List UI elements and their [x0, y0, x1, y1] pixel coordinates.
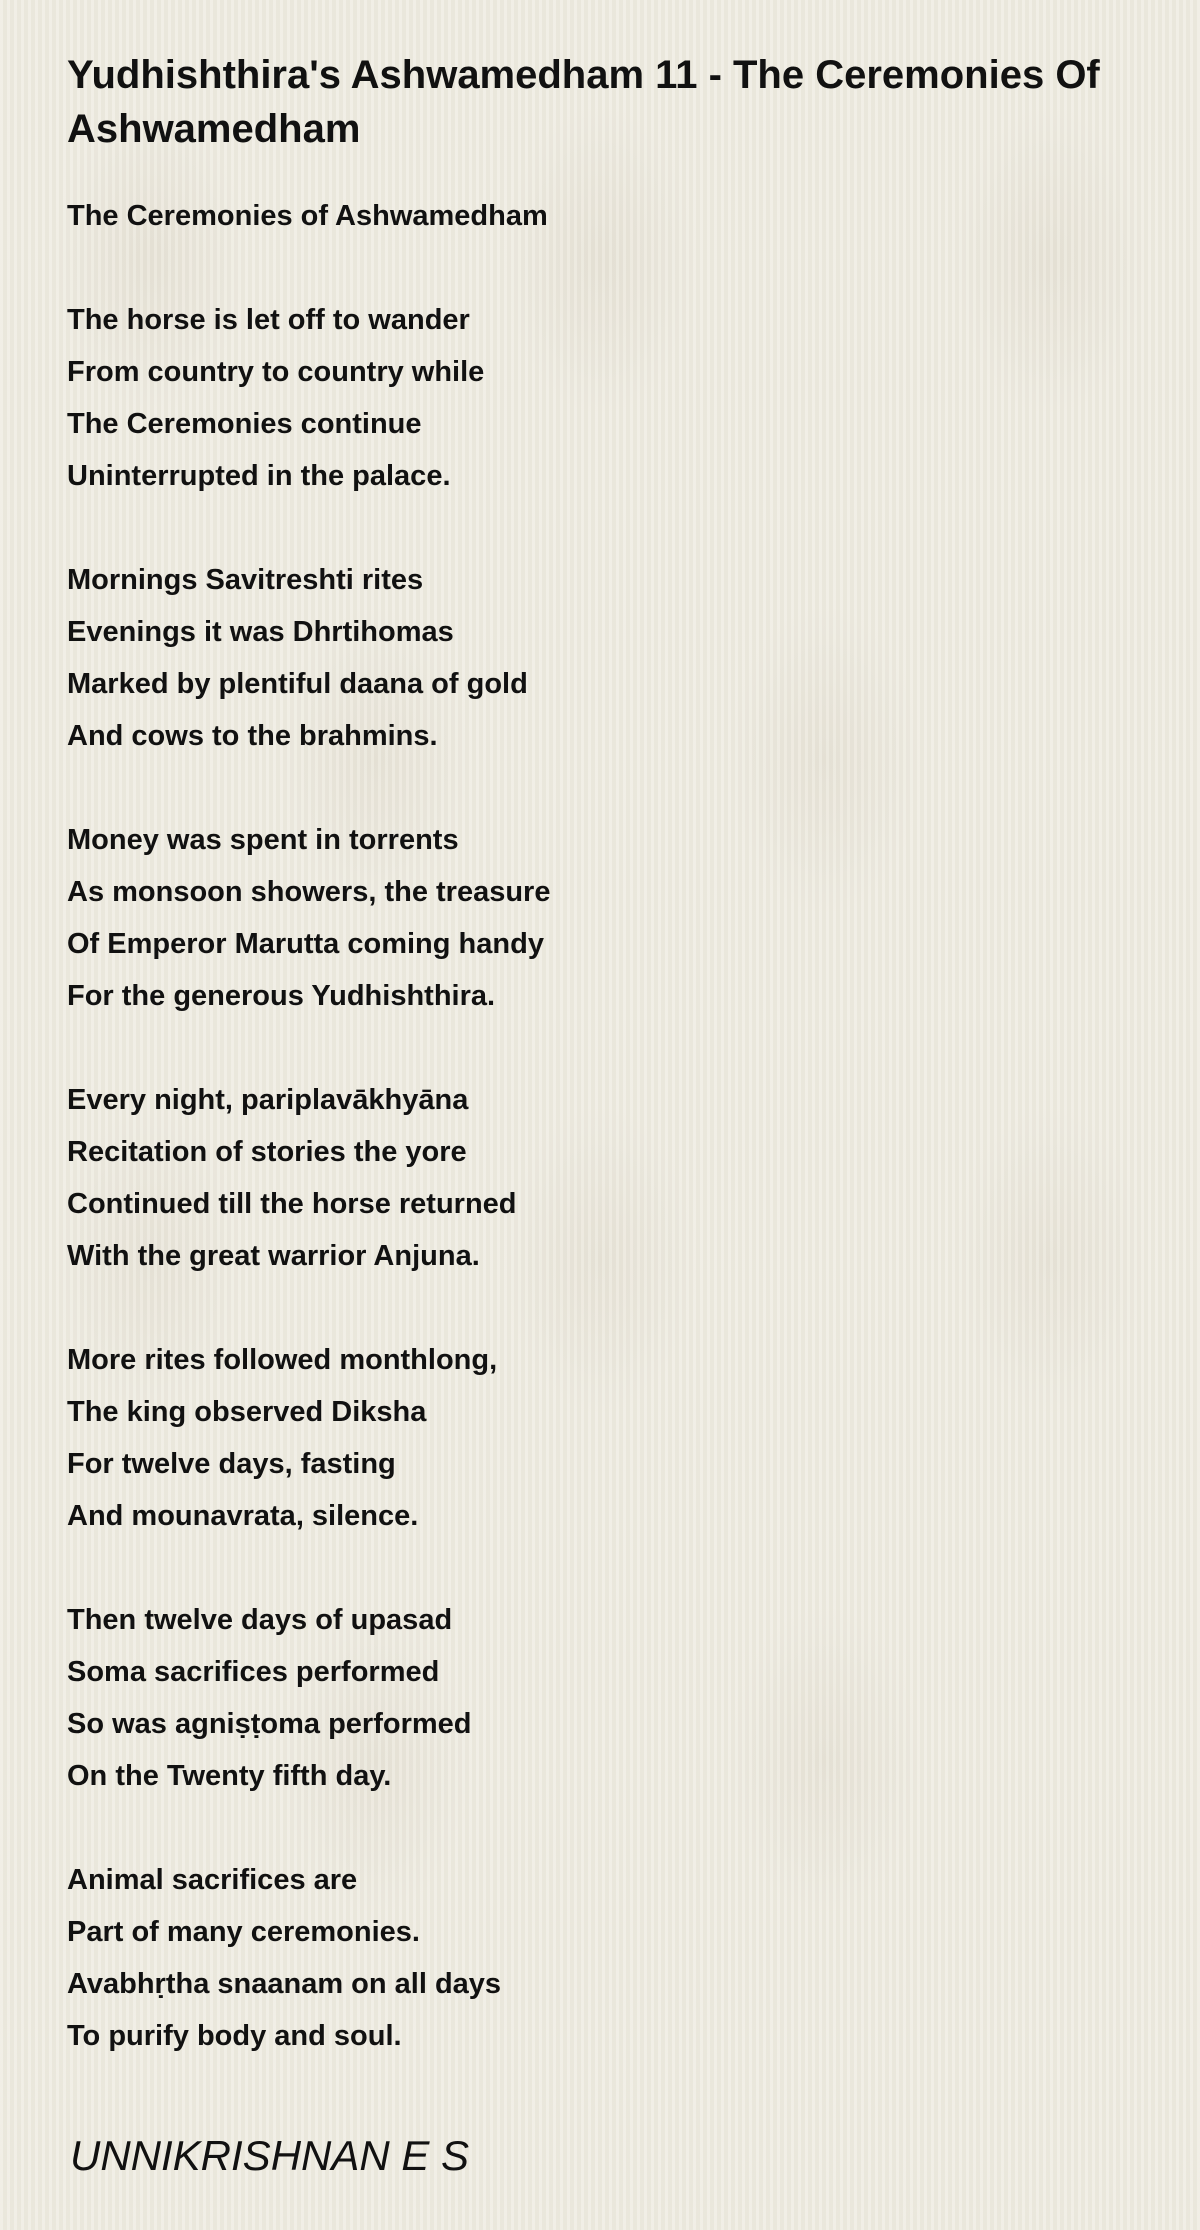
poem-line: Uninterrupted in the palace. — [67, 460, 451, 492]
stanza-4 — [67, 1074, 1157, 1282]
poem-line: Continued till the horse returned — [67, 1188, 517, 1220]
poem-body — [67, 190, 1157, 2062]
poem-line: The horse is let off to wander — [67, 304, 470, 336]
poem-line: Money was spent in torrents — [67, 824, 459, 856]
author-name: UNNIKRISHNAN E S — [70, 2132, 470, 2179]
stanza-break — [67, 1282, 1157, 1334]
poem-line: Every night, pariplavākhyāna — [67, 1084, 469, 1116]
stanza-break — [67, 1542, 1157, 1594]
poem-line: With the great warrior Anjuna. — [67, 1240, 480, 1272]
poem-line: Marked by plentiful daana of gold — [67, 668, 528, 700]
poem-line: Recitation of stories the yore — [67, 1136, 467, 1168]
poem-page — [67, 48, 1157, 2062]
poem-line: Animal sacrifices are — [67, 1864, 358, 1896]
poem-line: Soma sacrifices performed — [67, 1656, 440, 1688]
stanza-2 — [67, 554, 1157, 762]
stanza-6 — [67, 1594, 1157, 1802]
poem-line: Part of many ceremonies. — [67, 1916, 420, 1948]
poem-line: Evenings it was Dhrtihomas — [67, 616, 454, 648]
poem-line: For the generous Yudhishthira. — [67, 980, 496, 1012]
poem-line: On the Twenty fifth day. — [67, 1760, 392, 1792]
stanza-3 — [67, 814, 1157, 1022]
stanza-break — [67, 1022, 1157, 1074]
poem-line: Mornings Savitreshti rites — [67, 564, 424, 596]
stanza-break — [67, 242, 1157, 294]
poem-line: The Ceremonies continue — [67, 408, 422, 440]
stanza-5 — [67, 1334, 1157, 1542]
poem-line: The king observed Diksha — [67, 1396, 427, 1428]
poem-line: Then twelve days of upasad — [67, 1604, 453, 1636]
poem-line: So was agniṣṭoma performed — [67, 1708, 472, 1740]
poem-line: And cows to the brahmins. — [67, 720, 438, 752]
stanza-break — [67, 502, 1157, 554]
poem-line: And mounavrata, silence. — [67, 1500, 419, 1532]
poem-line: For twelve days, fasting — [67, 1448, 396, 1480]
poem-line: As monsoon showers, the treasure — [67, 876, 551, 908]
poem-line: To purify body and soul. — [67, 2020, 402, 2052]
poem-heading: The Ceremonies of Ashwamedham — [67, 200, 548, 232]
page-title: Yudhishthira's Ashwamedham 11 - The Ceremonies Of Ashwamedham — [67, 53, 1100, 151]
poem-line: Avabhṛtha snaanam on all days — [67, 1968, 502, 2000]
stanza-break — [67, 1802, 1157, 1854]
poem-line: From country to country while — [67, 356, 485, 388]
stanza-7 — [67, 1854, 1157, 2062]
poem-line: More rites followed monthlong, — [67, 1344, 498, 1376]
poem-line: Of Emperor Marutta coming handy — [67, 928, 544, 960]
stanza-1 — [67, 294, 1157, 502]
stanza-break — [67, 762, 1157, 814]
